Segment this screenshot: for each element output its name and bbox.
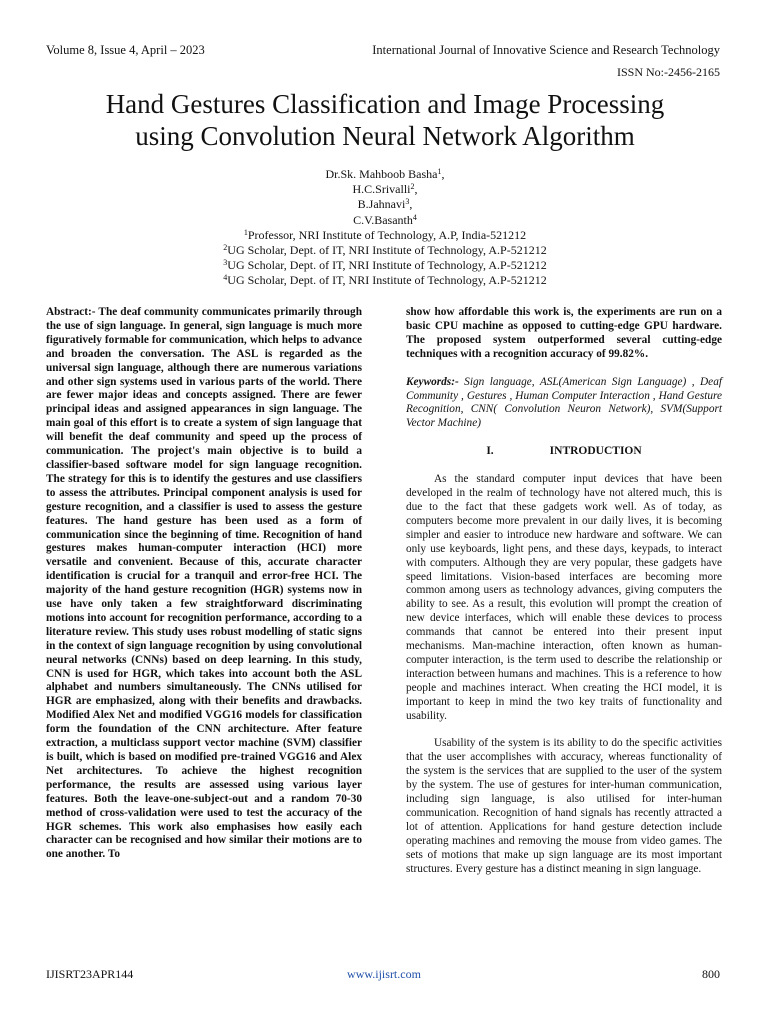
right-column xyxy=(406,306,722,891)
abstract-text: Abstract:- The deaf community communicates primarily through the use of sign language. In general, sign language is much more figuratively formable for communication, which helps to advance and broaden the conversation. The ASL is regarded as the universal sign language, although there are numerous variations and other sign systems used in various parts of the world. There are fewer major ideas and concepts assigned. There are fewer principal ideas and assigned appearances in sign language. The main goal of this effort is to create a system of sign language that will benefit the deaf community and speed up the process of communication. The project's main objective is to build a classifier-based software model for sign language recognition. The strategy for this is to identify the gestures and use classifiers to assess the attributes. Principal component analysis is used for gesture recognition, and a classifier is used to assess the gesture features. The hand gesture has been used as a form of communication since the beginning of time. Recognition of hand gestures makes human-computer interaction (HCI) more versatile and convenient. Because of this, accurate character identification is crucial for a tranquil and error-free HCI. The majority of the hand gesture recognition (HGR) systems now in use have only taken a few straightforward discriminating motions into account for recognition performance, according to a literature review. This study uses robust modelling of static signs in the context of sign language recognition by using convolutional neural networks (CNNs) based on deep learning. In this study, CNN is used for HGR, which takes into account both the ASL alphabet and numbers simultaneously. The CNNs utilised for HGR are emphasized, along with their benefits and drawbacks. Modified Alex Net and modified VGG16 models for classification form the foundation of the CNN architecture. After feature extraction, a multiclass support vector machine (SVM) classifier is built, which is based on modified pre-trained VGG16 and Alex Net architectures. To achieve the highest recognition performance, the results are assessed using various layer features. Both the leave-one-subject-out and a random 70-30 method of cross-validation were used to test the accuracy of the HGR schemes. This work also emphasises how easily each character can be recognised and how similar their motions are to one another. To xyxy=(46,306,362,861)
left-column xyxy=(46,306,362,862)
footer-page-number: 800 xyxy=(702,967,720,981)
author-4: C.V.Basanth$^4$ xyxy=(353,212,417,227)
section-number: I. xyxy=(486,445,494,458)
affiliation-4: $^4$UG Scholar, Dept. of IT, NRI Institute of Technology, A.P-521212 xyxy=(223,273,547,288)
keywords-text: Sign language, ASL(American Sign Language) , Deaf Community , Gestures , Human Computer Interaction , Hand Gesture Recognition, CNN( Convolution Neuron Network), SVM(Support Vector Machine) xyxy=(406,375,722,430)
author-2: H.C.Srivalli$^2$, xyxy=(352,182,418,197)
section-heading-introduction xyxy=(406,445,722,459)
author-block xyxy=(100,167,670,289)
affiliation-1: $^1$Professor, NRI Institute of Technology, A.P, India-521212 xyxy=(243,227,527,242)
author-3: B.Jahnavi$^3$, xyxy=(357,197,413,212)
paper-title xyxy=(40,88,730,152)
footer-paper-id: IJISRT23APR144 xyxy=(46,967,134,981)
issn-number: ISSN No:-2456-2165 xyxy=(616,65,720,79)
affiliation-2: $^2$UG Scholar, Dept. of IT, NRI Institute of Technology, A.P-521212 xyxy=(223,243,547,258)
affiliation-3: $^3$UG Scholar, Dept. of IT, NRI Institute of Technology, A.P-521212 xyxy=(223,258,547,273)
journal-name: International Journal of Innovative Science and Research Technology xyxy=(372,43,720,57)
intro-paragraph-2: Usability of the system is its ability to do the specific activities that the user accomplishes with accuracy, whereas functionality of the system is the services that are supplied to the user of the system by the system. The use of gestures for inter-human communication, including sign language, is also utilised for inter-human communication. Recognition of hand signals has recently attracted a lot of attention. Applications for hand gesture detection include operating machines and removing the mouse from video games. The sets of motions that make up sign language are its most important structures. Every gesture has a distinct meaning in sign language. xyxy=(406,737,722,875)
keywords xyxy=(406,376,722,432)
footer-website-link[interactable]: www.ijisrt.com xyxy=(347,967,421,981)
section-title: INTRODUCTION xyxy=(549,445,642,458)
volume-info: Volume 8, Issue 4, April – 2023 xyxy=(46,43,205,57)
intro-paragraph-1: As the standard computer input devices that have been developed in the realm of technology have not altered much, this is due to the fact that these gadgets work well. As of today, as computers become more prevalent in our daily lives, it is becoming simpler and easier to introduce new hardware and software. We can only use keyboards, light pens, and these days, keypads, to interact with computers. Although they are very popular, these gadgets have speed limitations. Vision-based interfaces are becoming more common among users as technology advances, giving computers the ability to see. As a result, this evolution will prompt the creation of new device interfaces, which will enable these devices to process commands that cannot be entered into their present input mechanisms. Man-machine interaction, often known as human-computer interaction, is the term used to describe the relationship or interaction between humans and machines. This is a reference to how people and machines interact. When creating the HCI model, it is important to keep in mind the two key traits of functionality and usability. xyxy=(406,473,722,722)
title-line-1: Hand Gestures Classification and Image Processing xyxy=(105,89,665,119)
title-line-2: using Convolution Neural Network Algorithm xyxy=(135,121,635,151)
abstract-continuation: show how affordable this work is, the experiments are run on a basic CPU machine as opposed to cutting-edge GPU hardware. The proposed system outperformed several cutting-edge techniques with a recognition accuracy of 99.82%. xyxy=(406,306,722,360)
author-1: Dr.Sk. Mahboob Basha$^1$, xyxy=(325,167,445,181)
keywords-label: Keywords:- xyxy=(406,375,459,388)
